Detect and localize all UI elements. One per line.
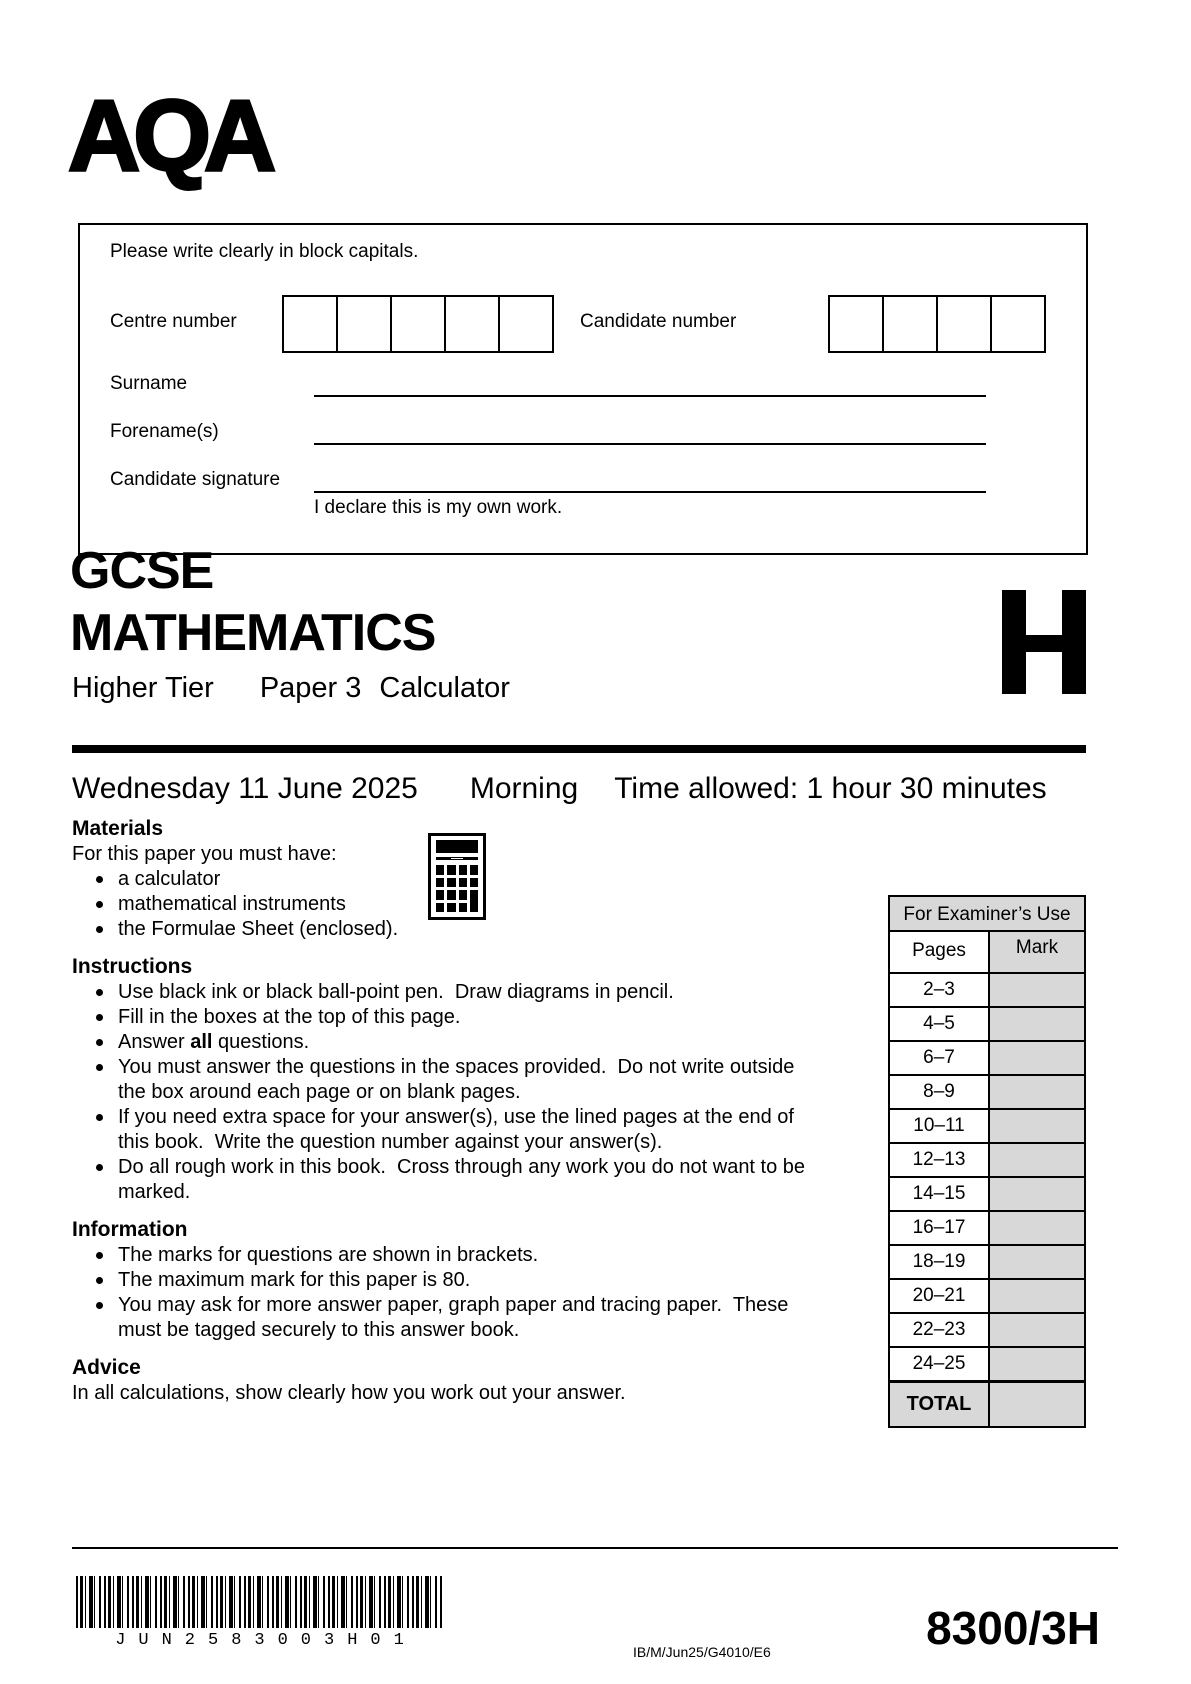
list-item-text: Use black ink or black ball-point pen. Draw diagrams in pencil. bbox=[118, 981, 674, 1003]
pages-cell: 14–15 bbox=[890, 1178, 990, 1210]
tier-label: Higher Tier bbox=[72, 672, 214, 704]
pages-cell: 6–7 bbox=[890, 1042, 990, 1074]
list-item bbox=[72, 917, 814, 942]
aqa-logo: AQA bbox=[68, 80, 270, 192]
mark-cell bbox=[990, 1076, 1084, 1108]
bullet-icon bbox=[96, 1014, 103, 1021]
bullet-icon bbox=[96, 1039, 103, 1046]
list-item-text: the Formulae Sheet (enclosed). bbox=[118, 918, 399, 940]
candidate-number-cell[interactable] bbox=[882, 295, 938, 353]
list-item-text: Do all rough work in this book. Cross through any work you do not want to be marked. bbox=[118, 1156, 811, 1203]
table-row bbox=[890, 972, 1084, 1006]
surname-field[interactable] bbox=[314, 395, 986, 397]
table-row bbox=[890, 1176, 1084, 1210]
session-line bbox=[72, 772, 1047, 806]
table-row bbox=[890, 1244, 1084, 1278]
tier-letter-h bbox=[1002, 590, 1086, 694]
mark-cell bbox=[990, 1110, 1084, 1142]
total-row bbox=[890, 1380, 1084, 1426]
candidate-number-label: Candidate number bbox=[580, 311, 737, 332]
list-item-text: Answer bbox=[118, 1031, 191, 1053]
list-item bbox=[72, 1268, 814, 1293]
list-item-text: a calculator bbox=[118, 868, 221, 890]
candidate-number-input[interactable] bbox=[828, 295, 1046, 353]
mark-cell bbox=[990, 1246, 1084, 1278]
exam-date: Wednesday 11 June 2025 bbox=[72, 772, 418, 805]
paper-title bbox=[70, 540, 435, 664]
bullet-icon bbox=[96, 876, 103, 883]
total-label: TOTAL bbox=[890, 1383, 990, 1426]
centre-number-cell[interactable] bbox=[498, 295, 554, 353]
mark-cell bbox=[990, 1280, 1084, 1312]
divider-rule bbox=[72, 745, 1086, 753]
advice-heading: Advice bbox=[72, 1356, 141, 1379]
table-row bbox=[890, 1074, 1084, 1108]
candidate-details-box bbox=[78, 223, 1088, 555]
pages-cell: 8–9 bbox=[890, 1076, 990, 1108]
bullet-icon bbox=[96, 1252, 103, 1259]
examiner-table-header bbox=[890, 932, 1084, 972]
forenames-field[interactable] bbox=[314, 443, 986, 445]
signature-field[interactable] bbox=[314, 491, 986, 493]
centre-number-cell[interactable] bbox=[336, 295, 392, 353]
list-item bbox=[72, 1105, 814, 1155]
pages-cell: 24–25 bbox=[890, 1348, 990, 1380]
barcode bbox=[76, 1576, 444, 1628]
subject-title: MATHEMATICS bbox=[70, 604, 436, 662]
advice-text: In all calculations, show clearly how you work out your answer. bbox=[72, 1382, 626, 1404]
mark-cell bbox=[990, 1314, 1084, 1346]
list-item-text: You may ask for more answer paper, graph paper and tracing paper. These must be tagged securely to this answer book. bbox=[118, 1294, 794, 1341]
imprint-code: IB/M/Jun25/G4010/E6 bbox=[633, 1644, 771, 1660]
barcode-text: JUN2583003H01 bbox=[115, 1631, 417, 1650]
forenames-label: Forename(s) bbox=[110, 421, 219, 442]
materials-heading: Materials bbox=[72, 817, 164, 840]
mark-cell bbox=[990, 974, 1084, 1006]
pages-cell: 22–23 bbox=[890, 1314, 990, 1346]
table-row bbox=[890, 1210, 1084, 1244]
bullet-icon bbox=[96, 901, 103, 908]
instructions-heading: Instructions bbox=[72, 955, 193, 978]
pages-cell: 16–17 bbox=[890, 1212, 990, 1244]
bullet-icon bbox=[96, 1302, 103, 1309]
candidate-number-cell[interactable] bbox=[828, 295, 884, 353]
bullet-icon bbox=[96, 989, 103, 996]
pages-column-header: Pages bbox=[890, 932, 990, 972]
mark-column-header: Mark bbox=[990, 932, 1084, 972]
centre-number-cell[interactable] bbox=[444, 295, 500, 353]
list-item-text: If you need extra space for your answer(s), use the lined pages at the end of this book. Write the question number against your answer(s). bbox=[118, 1106, 800, 1153]
table-row bbox=[890, 1108, 1084, 1142]
mark-cell bbox=[990, 1042, 1084, 1074]
pages-cell: 20–21 bbox=[890, 1280, 990, 1312]
pages-cell: 12–13 bbox=[890, 1144, 990, 1176]
calculator-keys bbox=[436, 865, 478, 912]
bullet-icon bbox=[96, 1064, 103, 1071]
pages-cell: 10–11 bbox=[890, 1110, 990, 1142]
list-item-text: questions. bbox=[212, 1031, 310, 1053]
examiner-table-title: For Examiner’s Use bbox=[890, 897, 1084, 932]
list-item bbox=[72, 1293, 814, 1343]
list-item bbox=[72, 1243, 814, 1268]
materials-intro: For this paper you must have: bbox=[72, 843, 337, 865]
list-item-text-bold: all bbox=[190, 1031, 213, 1053]
time-allowed: Time allowed: 1 hour 30 minutes bbox=[614, 772, 1047, 805]
bullet-icon bbox=[96, 1164, 103, 1171]
centre-number-cell[interactable] bbox=[390, 295, 446, 353]
bullet-icon bbox=[96, 1114, 103, 1121]
pages-cell: 2–3 bbox=[890, 974, 990, 1006]
tier-letter-stroke bbox=[1062, 590, 1086, 694]
pages-cell: 18–19 bbox=[890, 1246, 990, 1278]
table-row bbox=[890, 1040, 1084, 1074]
list-item bbox=[72, 980, 814, 1005]
centre-number-label: Centre number bbox=[110, 311, 237, 332]
pages-cell: 4–5 bbox=[890, 1008, 990, 1040]
list-item bbox=[72, 1055, 814, 1105]
examiner-use-table bbox=[888, 895, 1086, 1428]
mark-cell bbox=[990, 1212, 1084, 1244]
list-item bbox=[72, 1005, 814, 1030]
calculator-divider-notch bbox=[451, 858, 463, 859]
table-row bbox=[890, 1006, 1084, 1040]
list-item-text: Fill in the boxes at the top of this page. bbox=[118, 1006, 461, 1028]
block-capitals-note: Please write clearly in block capitals. bbox=[110, 241, 419, 262]
mark-cell bbox=[990, 1178, 1084, 1210]
candidate-number-cell[interactable] bbox=[990, 295, 1046, 353]
calculator-display bbox=[436, 840, 478, 853]
footer-divider bbox=[72, 1547, 1118, 1549]
information-heading: Information bbox=[72, 1218, 188, 1241]
bullet-icon bbox=[96, 926, 103, 933]
surname-label: Surname bbox=[110, 373, 188, 394]
list-item-text: mathematical instruments bbox=[118, 893, 346, 915]
table-row bbox=[890, 1346, 1084, 1380]
signature-label: Candidate signature bbox=[110, 469, 281, 490]
mark-cell bbox=[990, 1008, 1084, 1040]
table-row bbox=[890, 1278, 1084, 1312]
calculator-icon bbox=[428, 833, 486, 920]
tier-letter-stroke bbox=[1024, 635, 1064, 652]
table-row bbox=[890, 1312, 1084, 1346]
mark-cell bbox=[990, 1348, 1084, 1380]
bullet-icon bbox=[96, 1277, 103, 1284]
centre-number-cell[interactable] bbox=[282, 295, 338, 353]
list-item-text: The maximum mark for this paper is 80. bbox=[118, 1269, 471, 1291]
paper-number-label: Paper 3 bbox=[259, 672, 362, 704]
paper-code: 8300/3H bbox=[926, 1602, 1100, 1654]
tier-letter-stroke bbox=[1002, 590, 1026, 694]
declaration-text: I declare this is my own work. bbox=[314, 497, 563, 518]
candidate-number-cell[interactable] bbox=[936, 295, 992, 353]
exam-session: Morning bbox=[469, 772, 579, 805]
list-item bbox=[72, 1030, 814, 1055]
list-item-text: The marks for questions are shown in brackets. bbox=[118, 1244, 539, 1266]
mark-cell bbox=[990, 1144, 1084, 1176]
list-item-text: You must answer the questions in the spaces provided. Do not write outside the box around each page or on blank pages. bbox=[118, 1056, 800, 1103]
calculator-label: Calculator bbox=[379, 672, 510, 704]
list-item bbox=[72, 1155, 814, 1205]
paper-subtitle bbox=[72, 672, 510, 705]
qualification-title: GCSE bbox=[70, 542, 214, 600]
centre-number-input[interactable] bbox=[282, 295, 554, 353]
total-mark-cell bbox=[990, 1383, 1084, 1426]
table-row bbox=[890, 1142, 1084, 1176]
